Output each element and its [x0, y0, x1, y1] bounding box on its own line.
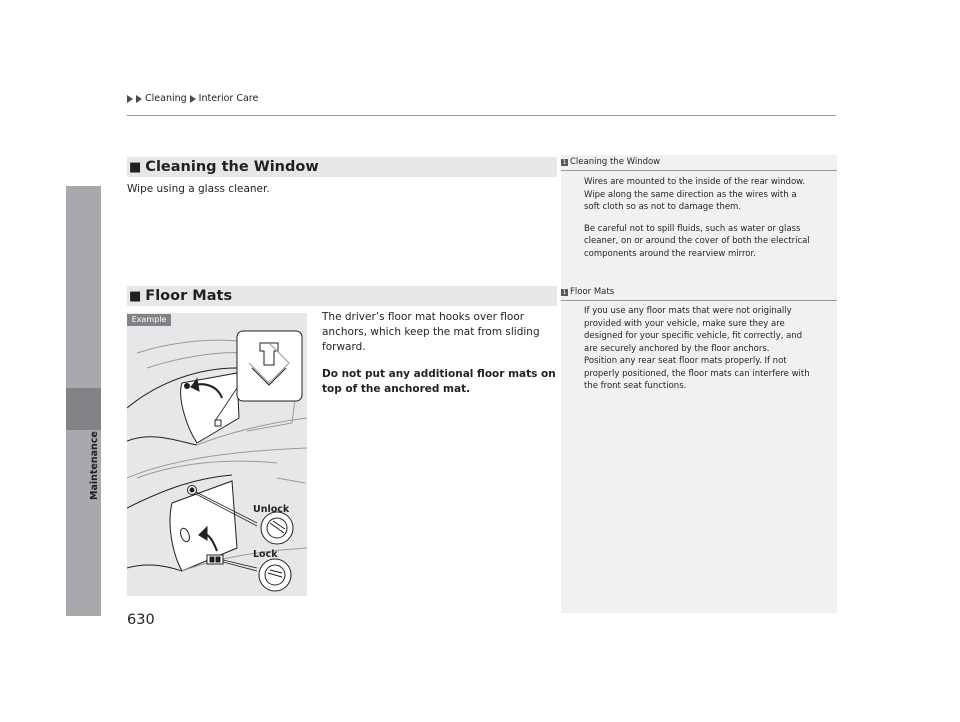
body-line: The driver’s floor mat hooks over floor: [322, 311, 525, 323]
note-rule: [561, 170, 837, 171]
breadcrumb-item-interior-care[interactable]: Interior Care: [198, 93, 259, 104]
breadcrumb-arrow-icon: [190, 95, 196, 103]
floor-mat-drawing: [127, 313, 307, 596]
note-line: Position any rear seat floor mats properly. If not: [584, 356, 787, 366]
unlock-label: Unlock: [253, 504, 290, 515]
chapter-label: Maintenance: [89, 431, 100, 500]
note-line: provided with your vehicle, make sure they are: [584, 318, 785, 329]
note-cleaning-window: [561, 157, 837, 260]
note-line: Wires are mounted to the inside of the rear window.: [584, 177, 806, 187]
section-header-floor-mats: [127, 286, 557, 306]
note-line: components around the rearview mirror.: [584, 248, 756, 259]
section-title: Floor Mats: [145, 288, 233, 304]
example-badge: Example: [127, 314, 171, 326]
breadcrumb: [127, 93, 258, 104]
note-line: are securely anchored by the floor anchors.: [584, 343, 770, 354]
note-rule: [561, 300, 837, 301]
note-icon: 1: [562, 158, 567, 166]
header-rule: [127, 115, 836, 116]
section-header-cleaning-window: [127, 157, 557, 177]
note-line: soft cloth so as not to damage them.: [584, 202, 742, 212]
note-line: cleaner, on or around the cover of both the electrical: [584, 236, 810, 246]
note-line: the front seat functions.: [584, 381, 687, 391]
note-floor-mats: [561, 287, 837, 393]
note-line: designed for your specific vehicle, fit correctly, and: [584, 331, 803, 341]
page-number: 630: [127, 612, 155, 628]
note-icon: 1: [562, 288, 567, 296]
body-line: forward.: [322, 341, 366, 353]
chapter-sidebar-marker: [66, 388, 101, 430]
section-body-floor-mats: [322, 310, 562, 397]
note-header: [561, 157, 837, 167]
breadcrumb-item-cleaning[interactable]: Cleaning: [145, 93, 187, 104]
section-body-cleaning-window: Wipe using a glass cleaner.: [127, 183, 270, 195]
note-line: Be careful not to spill fluids, such as water or glass: [584, 223, 801, 234]
note-line: If you use any floor mats that were not originally: [584, 306, 792, 316]
note-title: Floor Mats: [570, 287, 615, 297]
note-title: Cleaning the Window: [570, 157, 661, 167]
note-body: [561, 176, 837, 260]
warning-line: Do not put any additional floor mats on: [322, 368, 556, 380]
breadcrumb-arrow-icon: [136, 95, 142, 103]
note-line: Wipe along the same direction as the wires with a: [584, 189, 797, 200]
section-title: Cleaning the Window: [145, 159, 319, 175]
section-marker-icon: ■: [129, 159, 142, 175]
floor-mat-illustration: [127, 313, 307, 596]
note-header: [561, 287, 837, 297]
body-line: anchors, which keep the mat from sliding: [322, 326, 540, 338]
lock-label: Lock: [253, 549, 278, 560]
note-body: [561, 305, 837, 393]
warning-line: top of the anchored mat.: [322, 383, 471, 395]
breadcrumb-arrow-icon: [127, 95, 133, 103]
section-marker-icon: ■: [129, 288, 142, 304]
note-line: properly positioned, the floor mats can interfere with: [584, 368, 810, 379]
